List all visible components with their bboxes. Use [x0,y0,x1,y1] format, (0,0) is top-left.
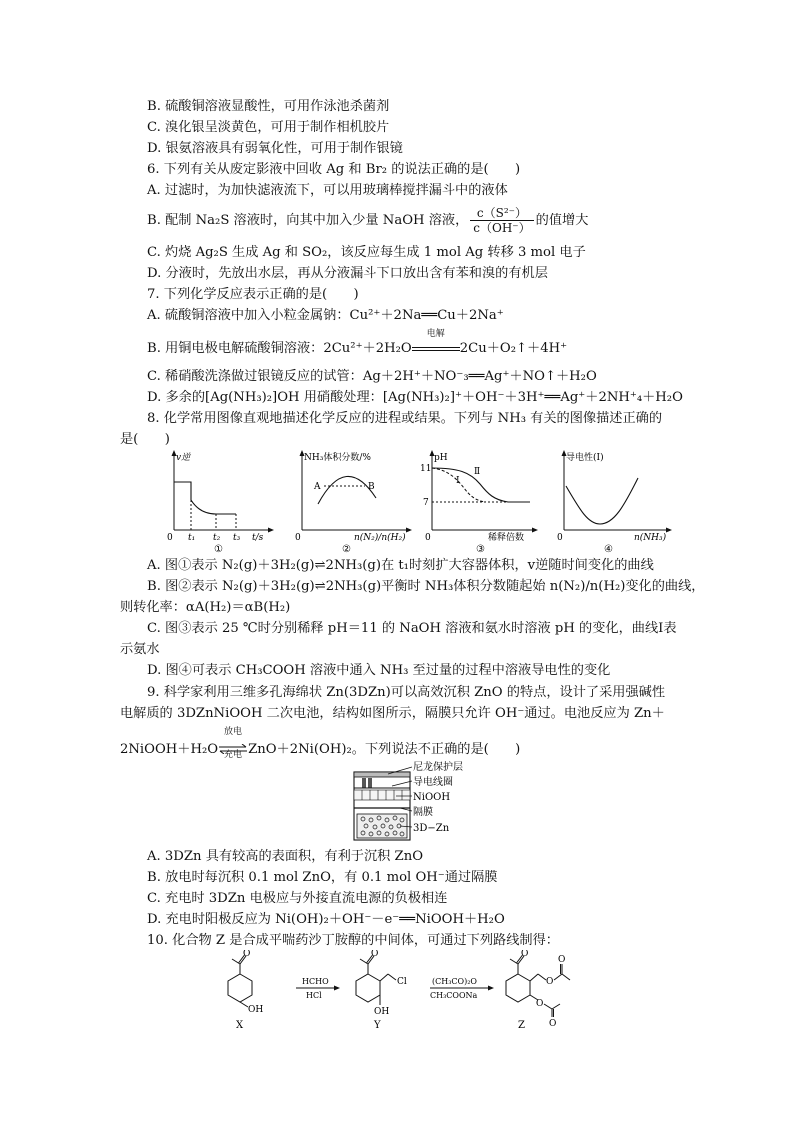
g4-curve [566,478,638,524]
g2-point-a: A [314,482,321,492]
graph-4 [552,448,678,554]
q8-option-b-line2: 则转化率：αA(H₂)＝αB(H₂) [120,600,291,615]
svg-text:Cl: Cl [397,977,407,987]
label-niooh: NiOOH [413,792,451,803]
svg-text:OH: OH [248,1005,264,1015]
label-membrane: 隔膜 [413,807,433,818]
q6-option-d: D. 分液时，先放出水层，再从分液漏斗下口放出含有苯和溴的有机层 [147,266,548,281]
label-nylon: 尼龙保护层 [413,762,463,773]
battery-diagram [348,758,466,844]
niooh-layer [354,790,410,800]
graph-1 [162,448,280,554]
g4-origin: 0 [557,533,563,543]
g1-x-arrow [268,528,274,533]
svg-text:O: O [558,955,566,965]
g1-curve [174,482,236,514]
g3-label-i: Ⅰ [456,476,460,486]
g2-point-b: B [368,482,375,492]
svg-text:O: O [371,950,379,959]
compound-y [356,950,407,1031]
y-label: Y [374,1020,381,1031]
q9-option-c: C. 充电时 3DZn 电极应与外接直流电源的负极相连 [147,891,448,906]
graph-2 [290,448,418,554]
q9-stem-line2: 电解质的 3DZnNiOOH 二次电池，结构如图所示，隔膜只允许 OH⁻通过。电池反应为 Zn＋ [120,706,665,721]
g1-t3: t₃ [233,533,241,543]
q7-option-b: B. 用铜电极电解硫酸铜溶液：2Cu²⁺＋2H₂O 电解 2Cu＋O₂↑＋4H⁺ [147,329,568,356]
g3-y7: 7 [423,498,429,508]
q8-option-a: A. 图①表示 N₂(g)＋3H₂(g)⇌2NH₃(g)在 t₁时刻扩大容器体积，v逆随时间变化的曲线 [147,558,654,573]
nylon-layer [354,772,410,777]
q10-stem: 10. 化合物 Z 是合成平喘药沙丁胺醇的中间体，可通过下列路线制得： [147,933,559,948]
q7-option-d: D. 多余的[Ag(NH₃)₂]OH 用硝酸处理：[Ag(NH₃)₂]⁺＋OH⁻＋3H⁺══Ag⁺＋2NH⁺₄＋H₂O [147,390,683,405]
g1-origin: 0 [167,533,173,543]
x-ring [228,974,252,1002]
g3-origin: 0 [425,533,431,543]
q6-fraction: $\frac{\text{c（S²⁻）}}{c(OH^-)}$ [470,206,533,235]
g4-x-label: n(NH₃) [634,533,667,543]
g3-curve-ii [432,468,530,502]
q9-option-b: B. 放电时每沉积 0.1 mol ZnO，有 0.1 mol OH⁻通过隔膜 [147,870,498,885]
g2-x-arrow [406,528,412,533]
q6-option-a: A. 过滤时，为加快滤液流下，可以用玻璃棒搅拌漏斗中的液体 [147,183,508,198]
q6-stem: 6. 下列有关从废定影液中回收 Ag 和 Br₂ 的说法正确的是( ) [147,162,521,177]
g2-y-label: NH₃体积分数/% [304,453,371,463]
g3-caption: ③ [476,544,485,554]
g3-x-arrow [532,528,538,533]
g3-x-label: 稀释倍数 [488,533,525,543]
svg-text:HCl: HCl [306,991,322,1000]
q5-option-b: B. 硫酸铜溶液显酸性，可用作泳池杀菌剂 [147,99,390,114]
g1-x-label: t/s [252,533,264,543]
compound-x [228,950,263,1031]
svg-text:(CH₃CO)₂O: (CH₃CO)₂O [432,977,477,986]
label-coil: 导电线圈 [413,777,453,788]
label-3dzn: 3D−Zn [413,823,450,834]
q8-option-c-line2: 示氨水 [120,642,160,657]
q8-option-d: D. 图④可表示 CH₃COOH 溶液中通入 NH₃ 至过量的过程中溶液导电性的变化 [147,663,611,678]
compound-z [506,950,570,1031]
g4-y-label: 导电性(I) [566,453,604,463]
q6-option-b: B. 配制 Na₂S 溶液时，向其中加入少量 NaOH 溶液， $\frac{\text{c（S²⁻）}}{c(OH^-)}$ 的值增大 [147,206,589,235]
svg-text:O: O [243,950,251,959]
q8-option-c-line1: C. 图③表示 25 ℃时分别稀释 pH＝11 的 NaOH 溶液和氨水时溶液 pH 的变化，曲线Ⅰ表 [147,621,677,636]
q8-stem-line1: 8. 化学常用图像直观地描述化学反应的进程或结果。下列与 NH₃ 有关的图像描述正确的 [147,411,663,426]
g1-y-label: v逆 [176,453,191,463]
g2-x-label: n(N₂)/n(H₂) [354,533,406,543]
q8-option-b-line1: B. 图②表示 N₂(g)＋3H₂(g)⇌2NH₃(g)平衡时 NH₃体积分数随起始 n(N₂)/n(H₂)变化的曲线， [147,579,705,594]
coil-post-1 [362,778,366,788]
q9-stem-line1: 9. 科学家利用三维多孔海绵状 Zn(3DZn)可以高效沉积 ZnO 的特点，设计了采用强碱性 [147,685,666,700]
q5-option-d: D. 银氨溶液具有弱氧化性，可用于制作银镜 [147,141,403,156]
q6-option-c: C. 灼烧 Ag₂S 生成 Ag 和 SO₂，该反应每生成 1 mol Ag 转移 3 mol 电子 [147,245,586,260]
q9-stem-line3: 2NiOOH＋H₂O 放电 充电 ZnO＋2Ni(OH)₂。下列说法不正确的是( ) [120,727,521,760]
svg-text:OH: OH [374,1007,390,1017]
arrow-1 [296,977,340,1000]
q9-option-d: D. 充电时阳极反应为 Ni(OH)₂＋OH⁻－e⁻══NiOOH＋H₂O [147,912,505,927]
svg-text:O: O [549,1019,557,1029]
q5-option-c: C. 溴化银呈淡黄色，可用于制作相机胶片 [147,120,390,135]
g3-y-label: pH [434,453,448,463]
x-label: X [236,1020,244,1031]
g3-y11: 11 [420,464,432,474]
g1-t2: t₂ [213,533,221,543]
g3-label-ii: Ⅱ [474,467,481,477]
svg-text:CH₃COONa: CH₃COONa [430,991,478,1000]
g1-t1: t₁ [188,533,196,543]
graph-3 [418,448,544,554]
q9-option-a: A. 3DZn 具有较高的表面积，有利于沉积 ZnO [147,849,424,864]
q7-option-a: A. 硫酸铜溶液中加入小粒金属钠：Cu²⁺＋2Na══Cu＋2Na⁺ [147,308,504,323]
svg-text:HCHO: HCHO [302,977,329,986]
z-label: Z [518,1020,525,1031]
y-ring [356,974,380,1002]
z-ring [506,974,530,1002]
g2-origin: 0 [295,533,301,543]
svg-text:O: O [536,999,544,1009]
coil-post-2 [368,778,372,788]
svg-text:O: O [546,977,554,987]
arrow-2 [430,977,494,1000]
q7-stem: 7. 下列化学反应表示正确的是( ) [147,287,359,302]
g4-caption: ④ [604,544,613,554]
svg-text:O: O [521,950,529,959]
reaction-scheme [222,950,592,1032]
g2-caption: ② [342,544,351,554]
q7-electrolysis-arrow: 电解 [412,340,460,351]
g1-caption: ① [214,544,223,554]
q8-stem-line2: 是( ) [120,432,170,447]
g4-x-arrow [666,528,672,533]
q7-option-c: C. 稀硝酸洗涤做过银镜反应的试管：Ag＋2H⁺＋NO⁻₃══Ag⁺＋NO↑＋H₂O [147,369,597,384]
